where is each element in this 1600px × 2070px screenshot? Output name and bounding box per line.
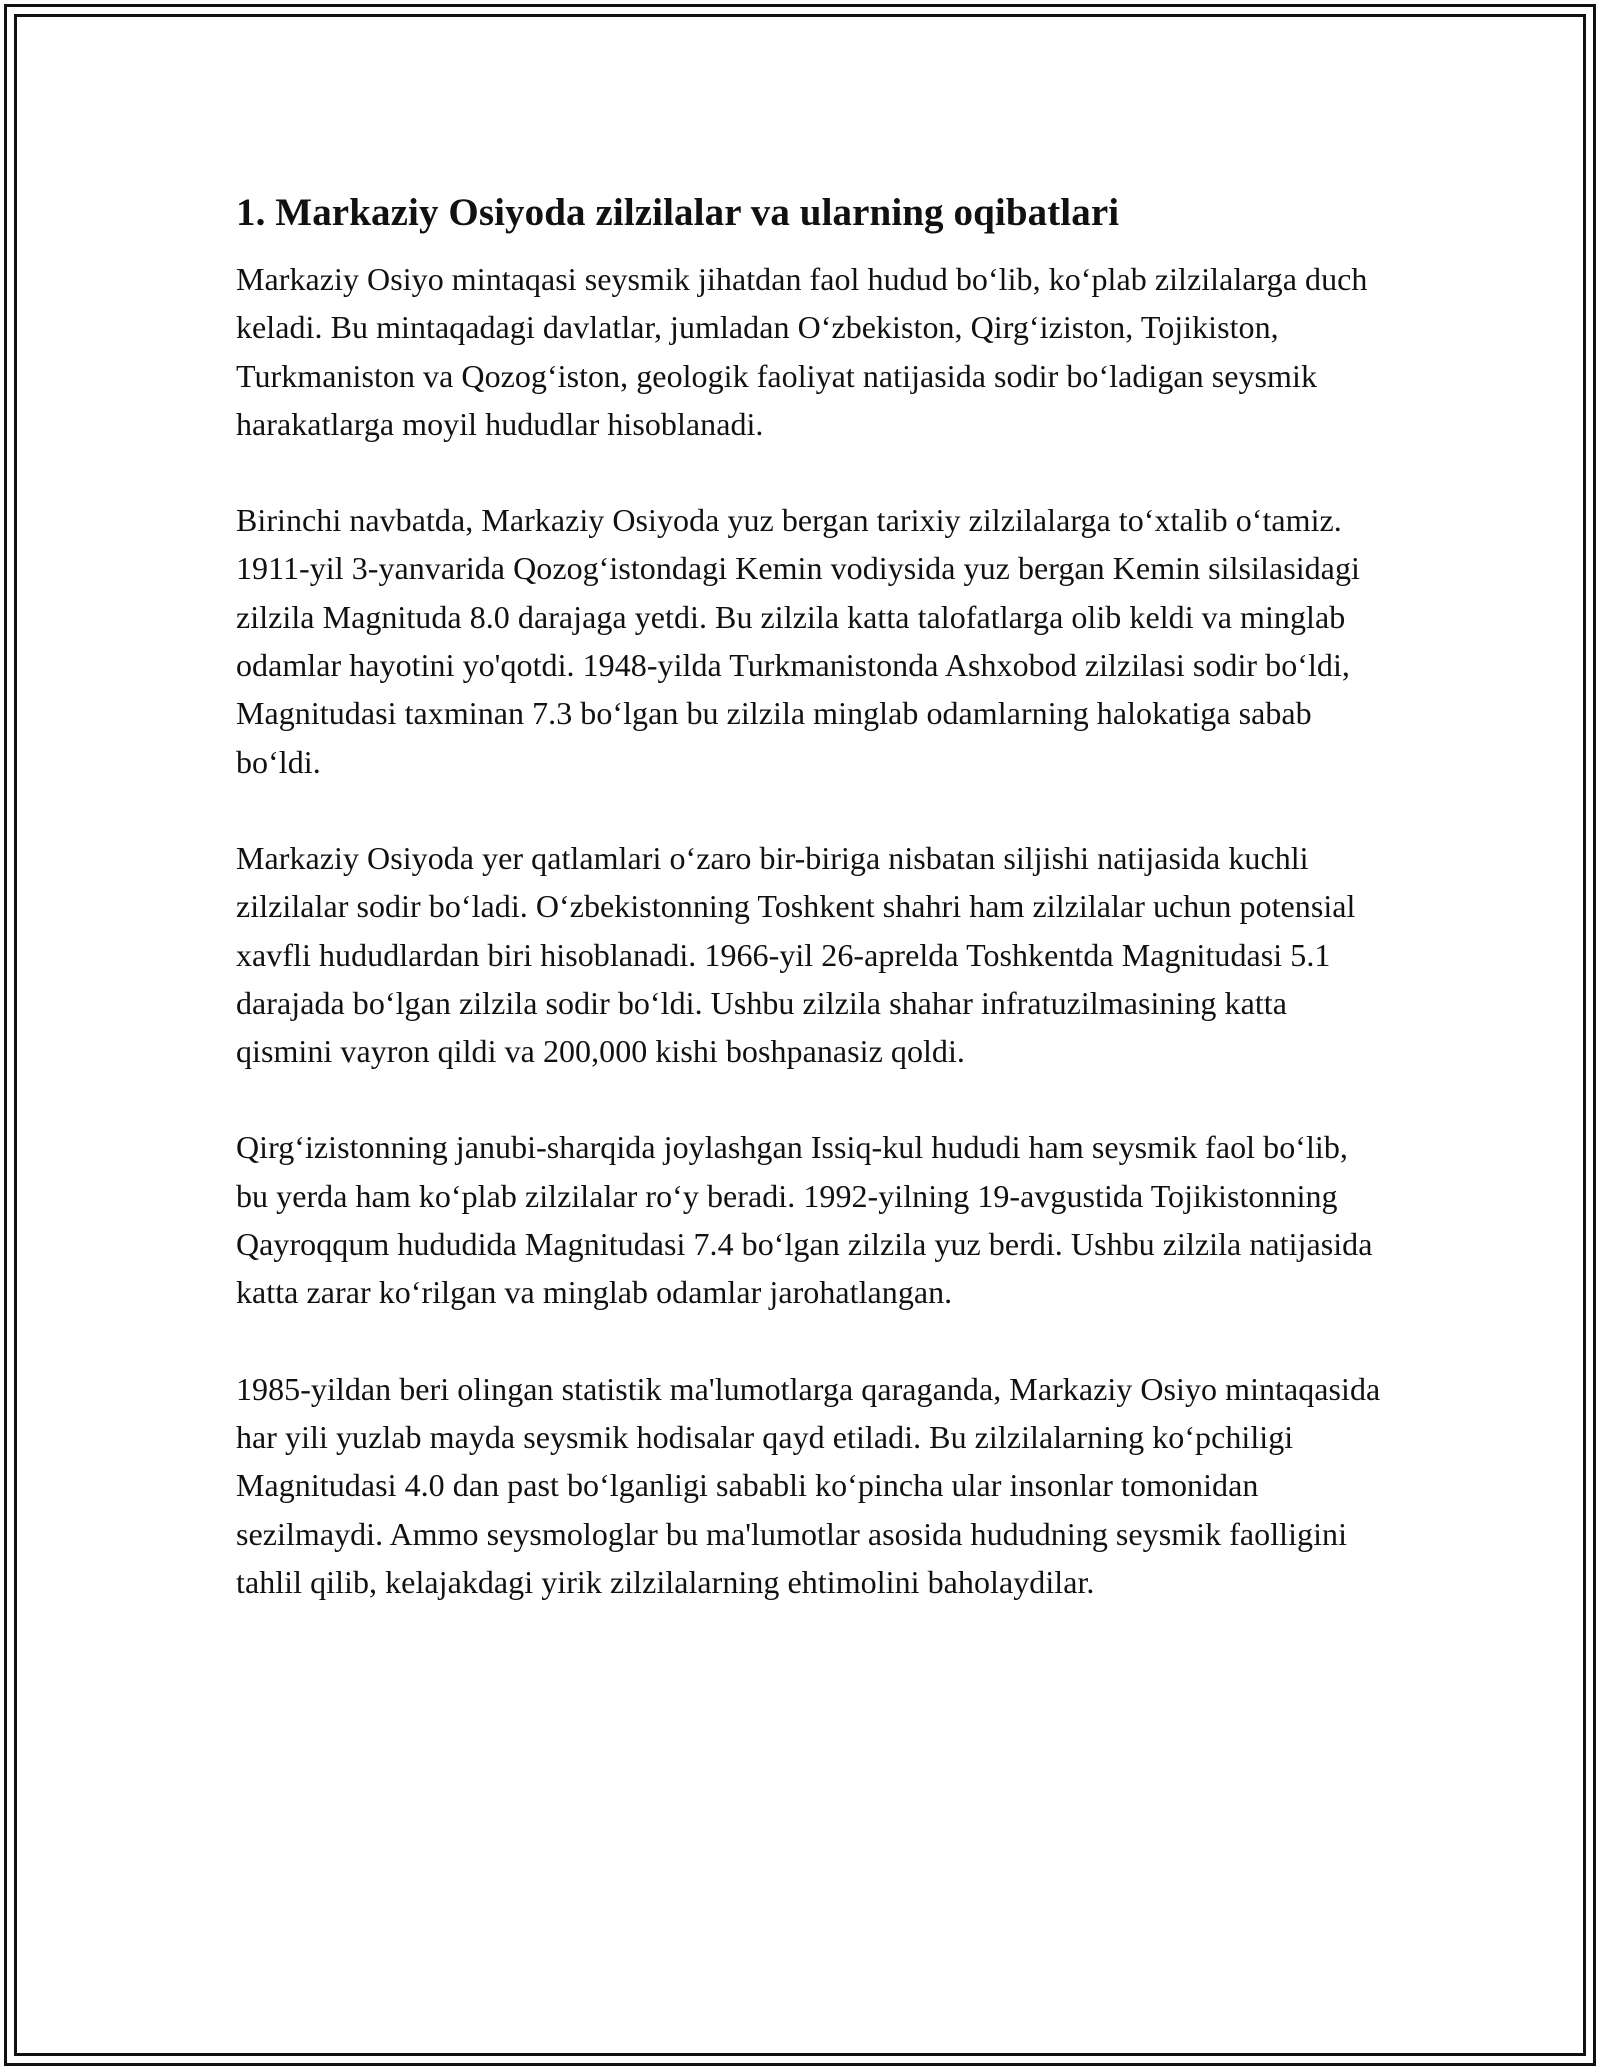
paragraph-statistics: 1985-yildan beri olingan statistik ma'lumotlarga qaraganda, Markaziy Osiyo mintaqasida har yili yuzlab mayda seysmik hodisalar qayd etiladi. Bu zilzilalarning ko‘pchiligi Magnitudasi 4.0 dan past bo‘lganligi sababli ko‘pincha ular insonlar tomonidan sezilmaydi. Ammo seysmologlar bu ma'lumotlar asosida hududning seysmik faolligini tahlil qilib, kelajakdagi yirik zilzilalarning ehtimolini baholaydilar. [236, 1370, 1381, 1600]
paragraph-tashkent-earthquake: Markaziy Osiyoda yer qatlamlari o‘zaro bir-biriga nisbatan siljishi natijasida kuchli zilzilalar sodir bo‘ladi. O‘zbekistonning Toshkent shahri ham zilzilalar uchun potensial xavfli hududlardan biri hisoblanadi. 1966-yil 26-aprelda Toshkentda Magnitudasi 5.1 darajada bo‘lgan zilzila sodir bo‘ldi. Ushbu zilzila shahar infratuzilmasining katta qismini vayron qildi va 200,000 kishi boshpanasiz qoldi. [236, 839, 1356, 1070]
document-body [236, 186, 1386, 1606]
paragraph-historical-earthquakes: Birinchi navbatda, Markaziy Osiyoda yuz bergan tarixiy zilzilalarga to‘xtalib o‘tamiz. 1911-yil 3-yanvarida Qozog‘istondagi Kemin vodiysida yuz bergan Kemin silsilasidagi zilzila Magnituda 8.0 darajaga yetdi. Bu zilzila katta talofatlarga olib keldi va minglab odamlar hayotini yo'qotdi. 1948-yilda Turkmanistonda Ashxobod zilzilasi sodir bo‘ldi, Magnitudasi taxminan 7.3 bo‘lgan bu zilzila minglab odamlarning halokatiga sabab bo‘ldi. [236, 502, 1360, 780]
paragraph-intro: Markaziy Osiyo mintaqasi seysmik jihatdan faol hudud bo‘lib, ko‘plab zilzilalarga duch keladi. Bu mintaqadagi davlatlar, jumladan O‘zbekiston, Qirg‘iziston, Tojikiston, Turkmaniston va Qozog‘iston, geologik faoliyat natijasida sodir bo‘ladigan seysmik harakatlarga moyil hududlar hisoblanadi. [236, 261, 1368, 442]
section-heading: 1. Markaziy Osiyoda zilzilalar va ularning oqibatlari [236, 191, 1120, 234]
paragraph-kyrgyzstan-tajikistan: Qirg‘izistonning janubi-sharqida joylashgan Issiq-kul hududi ham seysmik faol bo‘lib, bu yerda ham ko‘plab zilzilalar ro‘y beradi. 1992-yilning 19-avgustida Tojikistonning Qayroqqum hududida Magnitudasi 7.4 bo‘lgan zilzila yuz berdi. Ushbu zilzila natijasida katta zarar ko‘rilgan va minglab odamlar jarohatlangan. [236, 1129, 1373, 1311]
